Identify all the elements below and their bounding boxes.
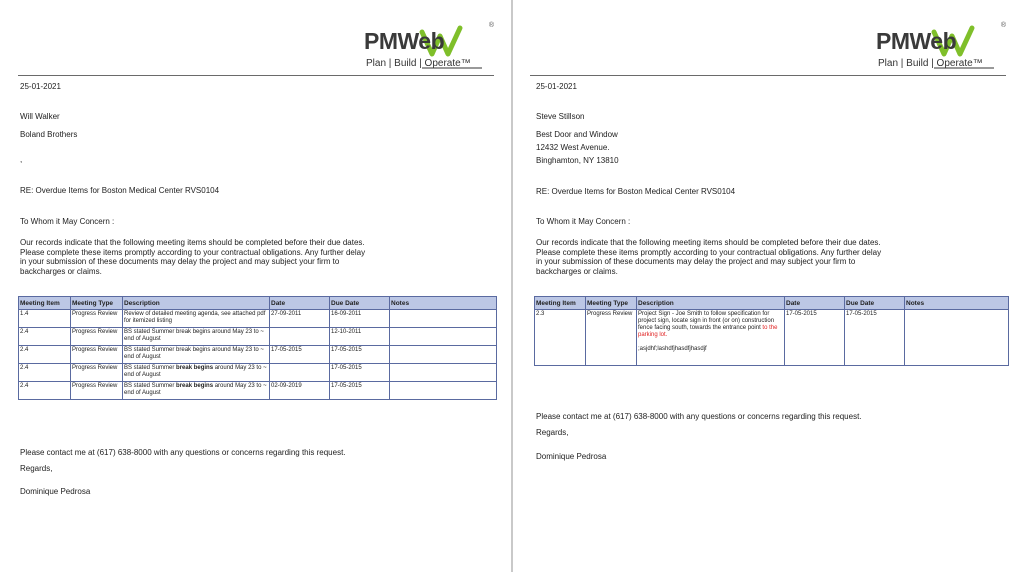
body-line: in your submission of these documents may delay the project and may subject your firm to xyxy=(536,257,856,266)
signature-name: Dominique Pedrosa xyxy=(536,452,607,461)
cell-date xyxy=(270,328,330,346)
col-header-description: Description xyxy=(123,297,270,310)
logo-wordmark: PMWeb xyxy=(876,28,957,54)
table-header-row xyxy=(19,297,497,310)
letter-page-right xyxy=(512,0,1024,572)
cell-type: Progress Review xyxy=(586,310,637,366)
body-line: Our records indicate that the following meeting items should be completed before their due dates. xyxy=(536,238,881,247)
desc-bold-text: break begins xyxy=(176,383,214,389)
table-row xyxy=(19,382,497,400)
cell-due-date: 17-05-2015 xyxy=(330,346,390,364)
desc-text: Review of detailed meeting agenda, see attached pdf for itemized listing xyxy=(124,311,266,324)
header-rule xyxy=(530,75,1006,76)
table-row xyxy=(19,364,497,382)
cell-item: 1.4 xyxy=(19,310,71,328)
cell-due-date: 12-10-2011 xyxy=(330,328,390,346)
body-line: backcharges or claims. xyxy=(536,266,618,276)
logo-wordmark: PMWeb xyxy=(364,28,445,54)
recipient-company: Boland Brothers xyxy=(20,130,78,139)
cell-due-date: 17-05-2015 xyxy=(845,310,905,366)
recipient-company: Best Door and Window xyxy=(536,130,618,139)
cell-description xyxy=(123,382,270,400)
logo-tagline: Plan | Build | Operate™ xyxy=(878,58,983,69)
cell-item: 2.3 xyxy=(535,310,586,366)
cell-type: Progress Review xyxy=(71,364,123,382)
re-line: RE: Overdue Items for Boston Medical Center RVS0104 xyxy=(20,186,220,195)
cell-date: 02-09-2019 xyxy=(270,382,330,400)
col-header-due-date: Due Date xyxy=(330,297,390,310)
body-line: Please complete these items promptly according to your contractual obligations. Any further delay xyxy=(20,247,366,257)
cell-type: Progress Review xyxy=(71,328,123,346)
body-line: in your submission of these documents may delay the project and may subject your firm to xyxy=(20,257,340,266)
recipient-city: Binghamton, NY 13810 xyxy=(536,156,619,165)
desc-bold-text: break begins xyxy=(176,365,214,371)
table-row xyxy=(19,328,497,346)
cell-due-date: 17-05-2015 xyxy=(330,364,390,382)
overdue-items-table xyxy=(534,296,1009,366)
desc-text: around May 23 to ~ end of August xyxy=(124,365,267,378)
cell-description xyxy=(123,364,270,382)
header-rule xyxy=(18,75,494,76)
contact-line: Please contact me at (617) 638-8000 with any questions or concerns regarding this request. xyxy=(536,412,862,421)
cell-notes xyxy=(390,382,497,400)
cell-notes xyxy=(905,310,1009,366)
recipient-street: 12432 West Avenue. xyxy=(536,143,610,152)
cell-notes xyxy=(390,328,497,346)
cell-due-date: 17-05-2015 xyxy=(330,382,390,400)
signature-name: Dominique Pedrosa xyxy=(20,487,91,496)
cell-type: Progress Review xyxy=(71,346,123,364)
overdue-items-table xyxy=(18,296,497,400)
cell-date: 17-05-2015 xyxy=(785,310,845,366)
cell-description xyxy=(123,328,270,346)
col-header-meeting-type: Meeting Type xyxy=(71,297,123,310)
re-line: RE: Overdue Items for Boston Medical Center RVS0104 xyxy=(536,187,736,196)
pmweb-logo xyxy=(364,22,494,74)
col-header-meeting-type: Meeting Type xyxy=(586,297,637,310)
registered-mark: ® xyxy=(488,22,494,29)
body-line: backcharges or claims. xyxy=(20,266,102,276)
table-row xyxy=(19,310,497,328)
desc-text: BS stated Summer break begins around May 23 to ~ end of August xyxy=(124,329,264,342)
pmweb-logo xyxy=(876,22,1006,74)
cell-notes xyxy=(390,310,497,328)
col-header-notes: Notes xyxy=(905,297,1009,310)
recipient-name: Steve Stillson xyxy=(536,112,585,121)
cell-notes xyxy=(390,364,497,382)
cell-item: 2.4 xyxy=(19,346,71,364)
registered-mark: ® xyxy=(1000,22,1006,29)
cell-notes xyxy=(390,346,497,364)
col-header-date: Date xyxy=(270,297,330,310)
desc-text: around May 23 to ~ end of August xyxy=(124,383,267,396)
desc-extra-text: ;asjdhf;lashdfjhasdfjhasdjf xyxy=(638,346,707,352)
body-line: Our records indicate that the following meeting items should be completed before their due dates. xyxy=(20,238,365,247)
recipient-address: , xyxy=(20,155,23,164)
col-header-description: Description xyxy=(637,297,785,310)
logo-tagline: Plan | Build | Operate™ xyxy=(366,58,471,69)
desc-text: BS stated Summer xyxy=(124,383,177,389)
salutation: To Whom it May Concern : xyxy=(20,217,115,226)
desc-text: Project Sign - Joe Smith to follow specification for project sign, locate sign in front (or on) construction fence facing south, towards the entrance point xyxy=(638,311,775,331)
cell-description xyxy=(123,346,270,364)
cell-type: Progress Review xyxy=(71,310,123,328)
regards: Regards, xyxy=(536,428,569,437)
letter-body xyxy=(20,238,390,276)
col-header-meeting-item: Meeting Item xyxy=(535,297,586,310)
col-header-due-date: Due Date xyxy=(845,297,905,310)
cell-item: 2.4 xyxy=(19,364,71,382)
cell-date: 17-05-2015 xyxy=(270,346,330,364)
desc-text: BS stated Summer xyxy=(124,365,177,371)
cell-due-date: 16-09-2011 xyxy=(330,310,390,328)
contact-line: Please contact me at (617) 638-8000 with any questions or concerns regarding this request. xyxy=(20,448,346,457)
col-header-date: Date xyxy=(785,297,845,310)
cell-item: 2.4 xyxy=(19,328,71,346)
cell-type: Progress Review xyxy=(71,382,123,400)
salutation: To Whom it May Concern : xyxy=(536,217,631,226)
cell-description xyxy=(637,310,785,366)
col-header-notes: Notes xyxy=(390,297,497,310)
cell-date: 27-09-2011 xyxy=(270,310,330,328)
table-header-row xyxy=(535,297,1009,310)
letter-body xyxy=(536,238,906,276)
letter-date: 25-01-2021 xyxy=(536,82,577,91)
cell-description xyxy=(123,310,270,328)
table-row xyxy=(535,310,1009,366)
cell-item: 2.4 xyxy=(19,382,71,400)
desc-text: BS stated Summer break begins around May 23 to ~ end of August xyxy=(124,347,264,360)
letter-date: 25-01-2021 xyxy=(20,82,61,91)
col-header-meeting-item: Meeting Item xyxy=(19,297,71,310)
regards: Regards, xyxy=(20,464,53,473)
body-line: Please complete these items promptly according to your contractual obligations. Any further delay xyxy=(536,247,882,257)
cell-date xyxy=(270,364,330,382)
recipient-name: Will Walker xyxy=(20,112,60,121)
desc-red-text: to the parking lot. xyxy=(638,325,778,338)
table-row xyxy=(19,346,497,364)
